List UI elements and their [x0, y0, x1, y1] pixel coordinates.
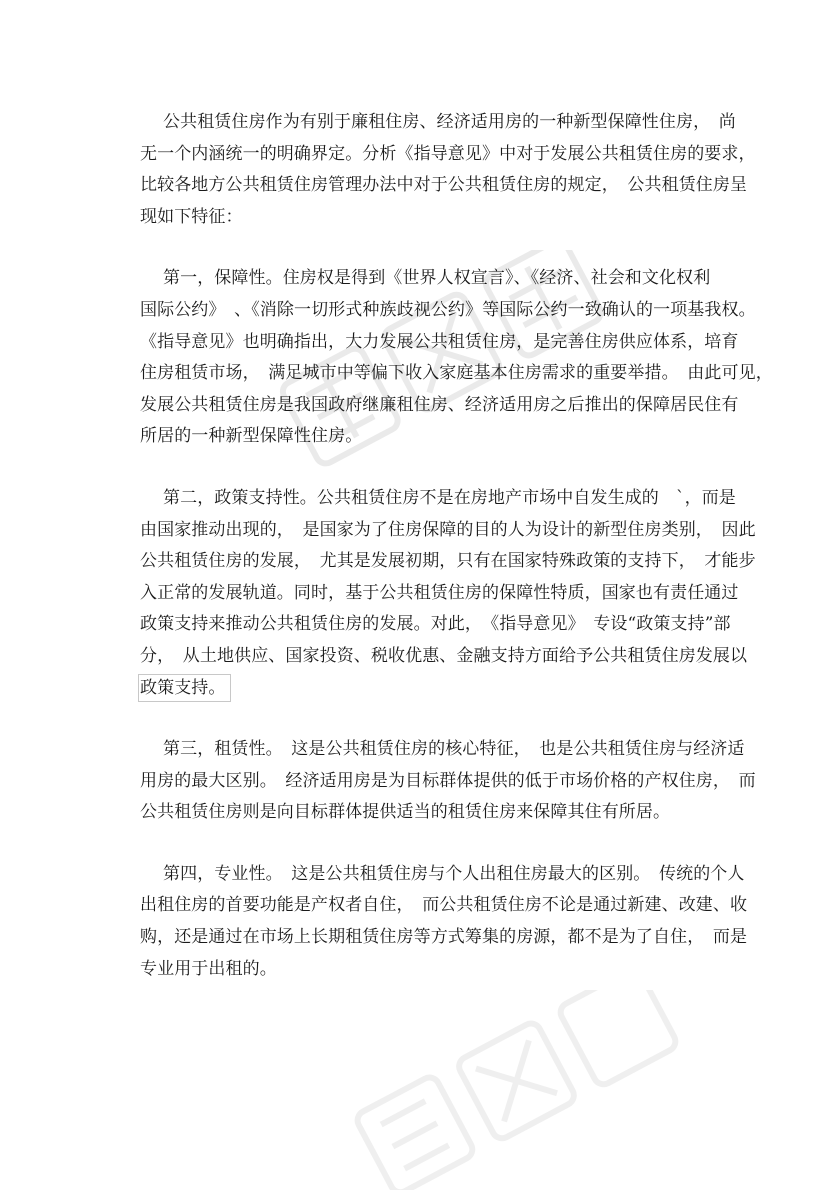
text-line: 第四，专业性。 这是公共租赁住房与个人出租住房最大的区别。 传统的个人: [163, 863, 745, 884]
text-line: 所居的一种新型保障性住房。: [140, 426, 363, 447]
text-line: 公共租赁住房的发展， 尤其是发展初期，只有在国家特殊政策的支持下， 才能步: [140, 551, 756, 572]
text-line: 专业用于出租的。: [140, 958, 277, 979]
text-line: 公共租赁住房作为有别于廉租住房、经济适用房的一种新型保障性住房， 尚: [163, 112, 736, 132]
paragraph-second-feature: [140, 483, 756, 704]
document-body: [140, 107, 773, 1015]
text-line: 政策支持来推动公共租赁住房的发展。对此， 《指导意见》 专设“政策支持”部: [140, 614, 731, 635]
text-line: [140, 673, 708, 705]
paragraph-first-feature: [140, 263, 773, 453]
text-line: 由国家推动出现的， 是国家为了住房保障的目的人为设计的新型住房类别， 因此: [140, 519, 756, 540]
paragraph-third-feature: [140, 734, 756, 829]
text-line: 国际公约》 、《消除一切形式种族歧视公约》等国际公约一致确认的一项基我权。: [140, 299, 756, 320]
text-line: 无一个内涵统一的明确界定。分析《指导意见》中对于发展公共租赁住房的要求，: [140, 143, 756, 164]
text-line: 《指导意见》也明确指出，大力发展公共租赁住房，是完善住房供应体系，培育: [140, 331, 739, 352]
text-line: 第一，保障性。住房权是得到《世界人权宣言》、《经济、社会和文化权利: [163, 268, 711, 289]
text-line: 购，还是通过在市场上长期租赁住房等方式筹集的房源，都不是为了自住， 而是: [140, 927, 748, 948]
text-line: 入正常的发展轨道。同时，基于公共租赁住房的保障性特质，国家也有责任通过: [140, 582, 739, 603]
text-line: 分， 从土地供应、国家投资、税收优惠、金融支持方面给予公共租赁住房发展以: [140, 645, 748, 666]
watermark-logo-bottom: [300, 990, 720, 1190]
paragraph-fourth-feature: [140, 859, 748, 985]
text-line: 出租住房的首要功能是产权者自住， 而公共租赁住房不论是通过新建、改建、收: [140, 895, 748, 916]
text-line: 第二，政策支持性。公共租赁住房不是在房地产市场中自发生成的 `，而是: [163, 487, 736, 508]
text-line: 现如下特征：: [140, 206, 243, 227]
text-line: 比较各地方公共租赁住房管理办法中对于公共租赁住房的规定， 公共租赁住房呈: [140, 175, 748, 196]
text-line: 第三，租赁性。 这是公共租赁住房的核心特征， 也是公共租赁住房与经济适: [163, 739, 745, 760]
paragraph-intro: [140, 107, 756, 233]
text-line: 公共租赁住房则是向目标群体提供适当的租赁住房来保障其住有所居。: [140, 802, 671, 823]
selected-text-box: 政策支持。: [138, 674, 231, 702]
text-line: 住房租赁市场， 满足城市中等偏下收入家庭基本住房需求的重要举措。 由此可见，: [140, 363, 773, 384]
text-line: 用房的最大区别。 经济适用房是为目标群体提供的低于市场价格的产权住房， 而: [140, 770, 756, 791]
text-line: 发展公共租赁住房是我国政府继廉租住房、经济适用房之后推出的保障居民住有: [140, 394, 739, 415]
